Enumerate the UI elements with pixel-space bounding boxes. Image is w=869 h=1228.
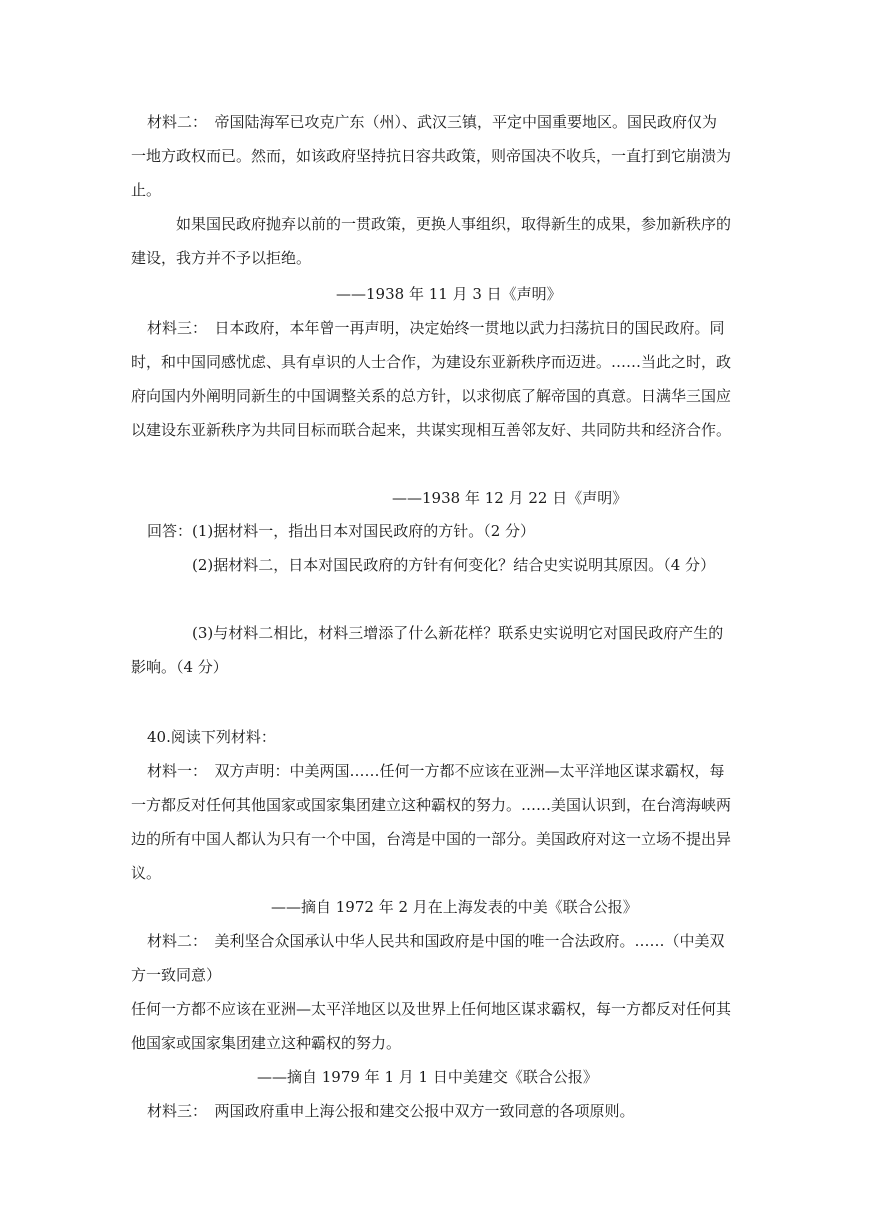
- q40-material-one-line-3: 边的所有中国人都认为只有一个中国，台湾是中国的一部分。美国政府对这一立场不提出异: [131, 830, 732, 848]
- material-three-line-2: 时，和中国同感忧虑、具有卓识的人士合作，为建设东亚新秩序而迈进。……当此之时，政: [131, 353, 732, 371]
- material-three-line-4: 以建设东亚新秩序为共同目标而联合起来，共谋实现相互善邻友好、共同防共和经济合作。: [131, 421, 732, 439]
- q40-material-one-line-4: 议。: [131, 864, 162, 882]
- material-two-line-3: 止。: [131, 181, 162, 199]
- q40-material-one-line-1: 材料一： 双方声明：中美两国……任何一方都不应该在亚洲—太平洋地区谋求霸权，每: [147, 762, 725, 780]
- source-citation: ——摘自 1972 年 2 月在上海发表的中美《联合公报》: [271, 898, 638, 916]
- material-two-line-5: 建设，我方并不予以拒绝。: [131, 249, 312, 267]
- material-two-line-1: 材料二： 帝国陆海军已攻克广东（州）、武汉三镇，平定中国重要地区。国民政府仅为: [147, 113, 718, 131]
- q40-material-three-line-1: 材料三： 两国政府重申上海公报和建交公报中双方一致同意的各项原则。: [147, 1102, 635, 1120]
- question-1: 回答：(1)据材料一，指出日本对国民政府的方针。（2 分）: [147, 522, 536, 540]
- q40-material-two-line-4: 他国家或国家集团建立这种霸权的努力。: [131, 1034, 402, 1052]
- material-three-line-3: 府向国内外阐明同新生的中国调整关系的总方针，以求彻底了解帝国的真意。日满华三国应: [131, 387, 732, 405]
- question-3-line-2: 影响。（4 分）: [131, 658, 228, 676]
- q40-material-two-line-2: 方一致同意）: [131, 966, 222, 984]
- question-40-heading: 40.阅读下列材料：: [147, 728, 276, 746]
- material-two-line-4: 如果国民政府抛弃以前的一贯政策，更换人事组织，取得新生的成果，参加新秩序的: [176, 215, 732, 233]
- q40-material-one-line-2: 一方都反对任何其他国家或国家集团建立这种霸权的努力。……美国认识到，在台湾海峡两: [131, 796, 732, 814]
- q40-material-two-line-1: 材料二： 美利坚合众国承认中华人民共和国政府是中国的唯一合法政府。……（中美双: [147, 932, 725, 950]
- source-citation: ——1938 年 11 月 3 日《声明》: [336, 285, 562, 303]
- q40-material-two-line-3: 任何一方都不应该在亚洲—太平洋地区以及世界上任何地区谋求霸权，每一方都反对任何其: [131, 1000, 732, 1018]
- source-citation: ——1938 年 12 月 22 日《声明》: [392, 489, 628, 507]
- material-three-line-1: 材料三： 日本政府，本年曾一再声明，决定始终一贯地以武力扫荡抗日的国民政府。同: [147, 319, 725, 337]
- question-2: (2)据材料二，日本对国民政府的方针有何变化？结合史实说明其原因。（4 分）: [192, 556, 716, 574]
- question-3-line-1: (3)与材料二相比，材料三增添了什么新花样？联系史实说明它对国民政府产生的: [192, 624, 724, 642]
- source-citation: ——摘自 1979 年 1 月 1 日中美建交《联合公报》: [257, 1068, 598, 1086]
- material-two-line-2: 一地方政权而已。然而，如该政府坚持抗日容共政策，则帝国决不收兵，一直打到它崩溃为: [131, 147, 732, 165]
